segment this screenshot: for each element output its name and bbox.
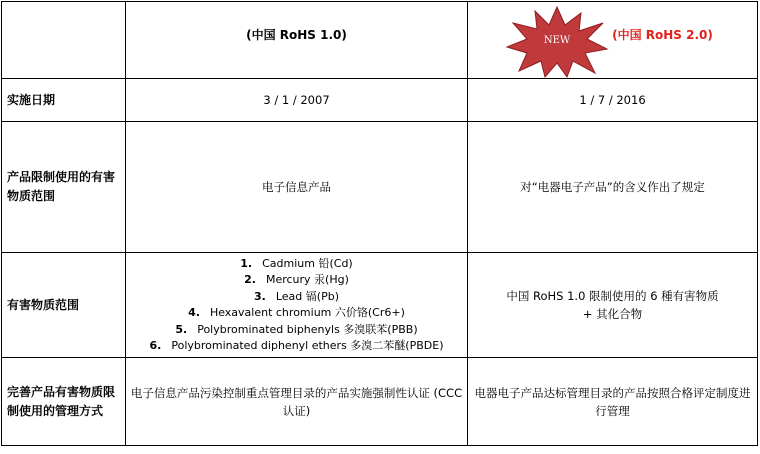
label-management-method: 完善产品有害物质限制使用的管理方式 <box>2 358 126 446</box>
substance-item <box>130 305 463 322</box>
date-rohs-1: 3 / 1 / 2007 <box>126 79 468 122</box>
substance-name: Polybrominated diphenyl ethers 多溴二苯醚(PBDE) <box>171 339 444 352</box>
substance-number: 6. <box>149 339 162 352</box>
rohs-comparison-table <box>1 1 758 446</box>
row-implementation-date <box>2 79 758 122</box>
row-restricted-scope <box>2 122 758 253</box>
substance-number: 2. <box>244 273 256 286</box>
label-implementation-date: 实施日期 <box>2 79 126 122</box>
substance-number: 3. <box>254 289 266 303</box>
scope-rohs-1: 电子信息产品 <box>126 122 468 253</box>
new-badge-text: NEW <box>543 35 571 46</box>
label-restricted-scope: 产品限制使用的有害物质范围 <box>2 122 126 253</box>
substance-item <box>130 338 463 355</box>
substance-number: 5. <box>175 322 188 336</box>
row-management-method <box>2 358 758 446</box>
header-empty-cell <box>2 2 126 79</box>
header-row <box>2 2 758 79</box>
header-rohs-1-cell <box>126 2 468 79</box>
substance-name: Lead 镉(Pb) <box>275 289 339 303</box>
label-hazardous-substances: 有害物质范围 <box>2 253 126 358</box>
substance-item <box>130 256 463 273</box>
substance-number: 1. <box>240 256 253 270</box>
substance-name: Cadmium 铅(Cd) <box>262 256 353 270</box>
substance-item <box>130 289 463 306</box>
substance-number: 4. <box>188 306 200 319</box>
new-badge <box>505 5 615 79</box>
date-rohs-2: 1 / 7 / 2016 <box>468 79 758 122</box>
scope-rohs-2: 对“电器电子产品”的含义作出了规定 <box>468 122 758 253</box>
substance-name: Polybrominated biphenyls 多溴联苯(PBB) <box>197 322 418 336</box>
substances-rohs-2-line-1: 中国 RoHS 1.0 限制使用的 6 種有害物质 <box>506 289 719 303</box>
substances-rohs-1 <box>126 253 468 358</box>
substance-list <box>130 256 463 355</box>
header-rohs-1: (中国 RoHS 1.0) <box>246 28 347 42</box>
substances-rohs-2-line-2: + 其化合物 <box>582 307 643 321</box>
substance-item <box>130 322 463 339</box>
substance-name: Hexavalent chromium 六价铬(Cr6+) <box>209 306 405 319</box>
substances-rohs-2 <box>468 253 758 358</box>
header-rohs-2: (中国 RoHS 2.0) <box>612 28 713 42</box>
substance-item <box>130 272 463 289</box>
row-hazardous-substances <box>2 253 758 358</box>
management-rohs-2: 电器电子产品达标管理目录的产品按照合格评定制度进行管理 <box>468 358 758 446</box>
management-rohs-1: 电子信息产品污染控制重点管理目录的产品实施强制性认证 (CCC 认证) <box>126 358 468 446</box>
substance-name: Mercury 汞(Hg) <box>265 273 349 286</box>
